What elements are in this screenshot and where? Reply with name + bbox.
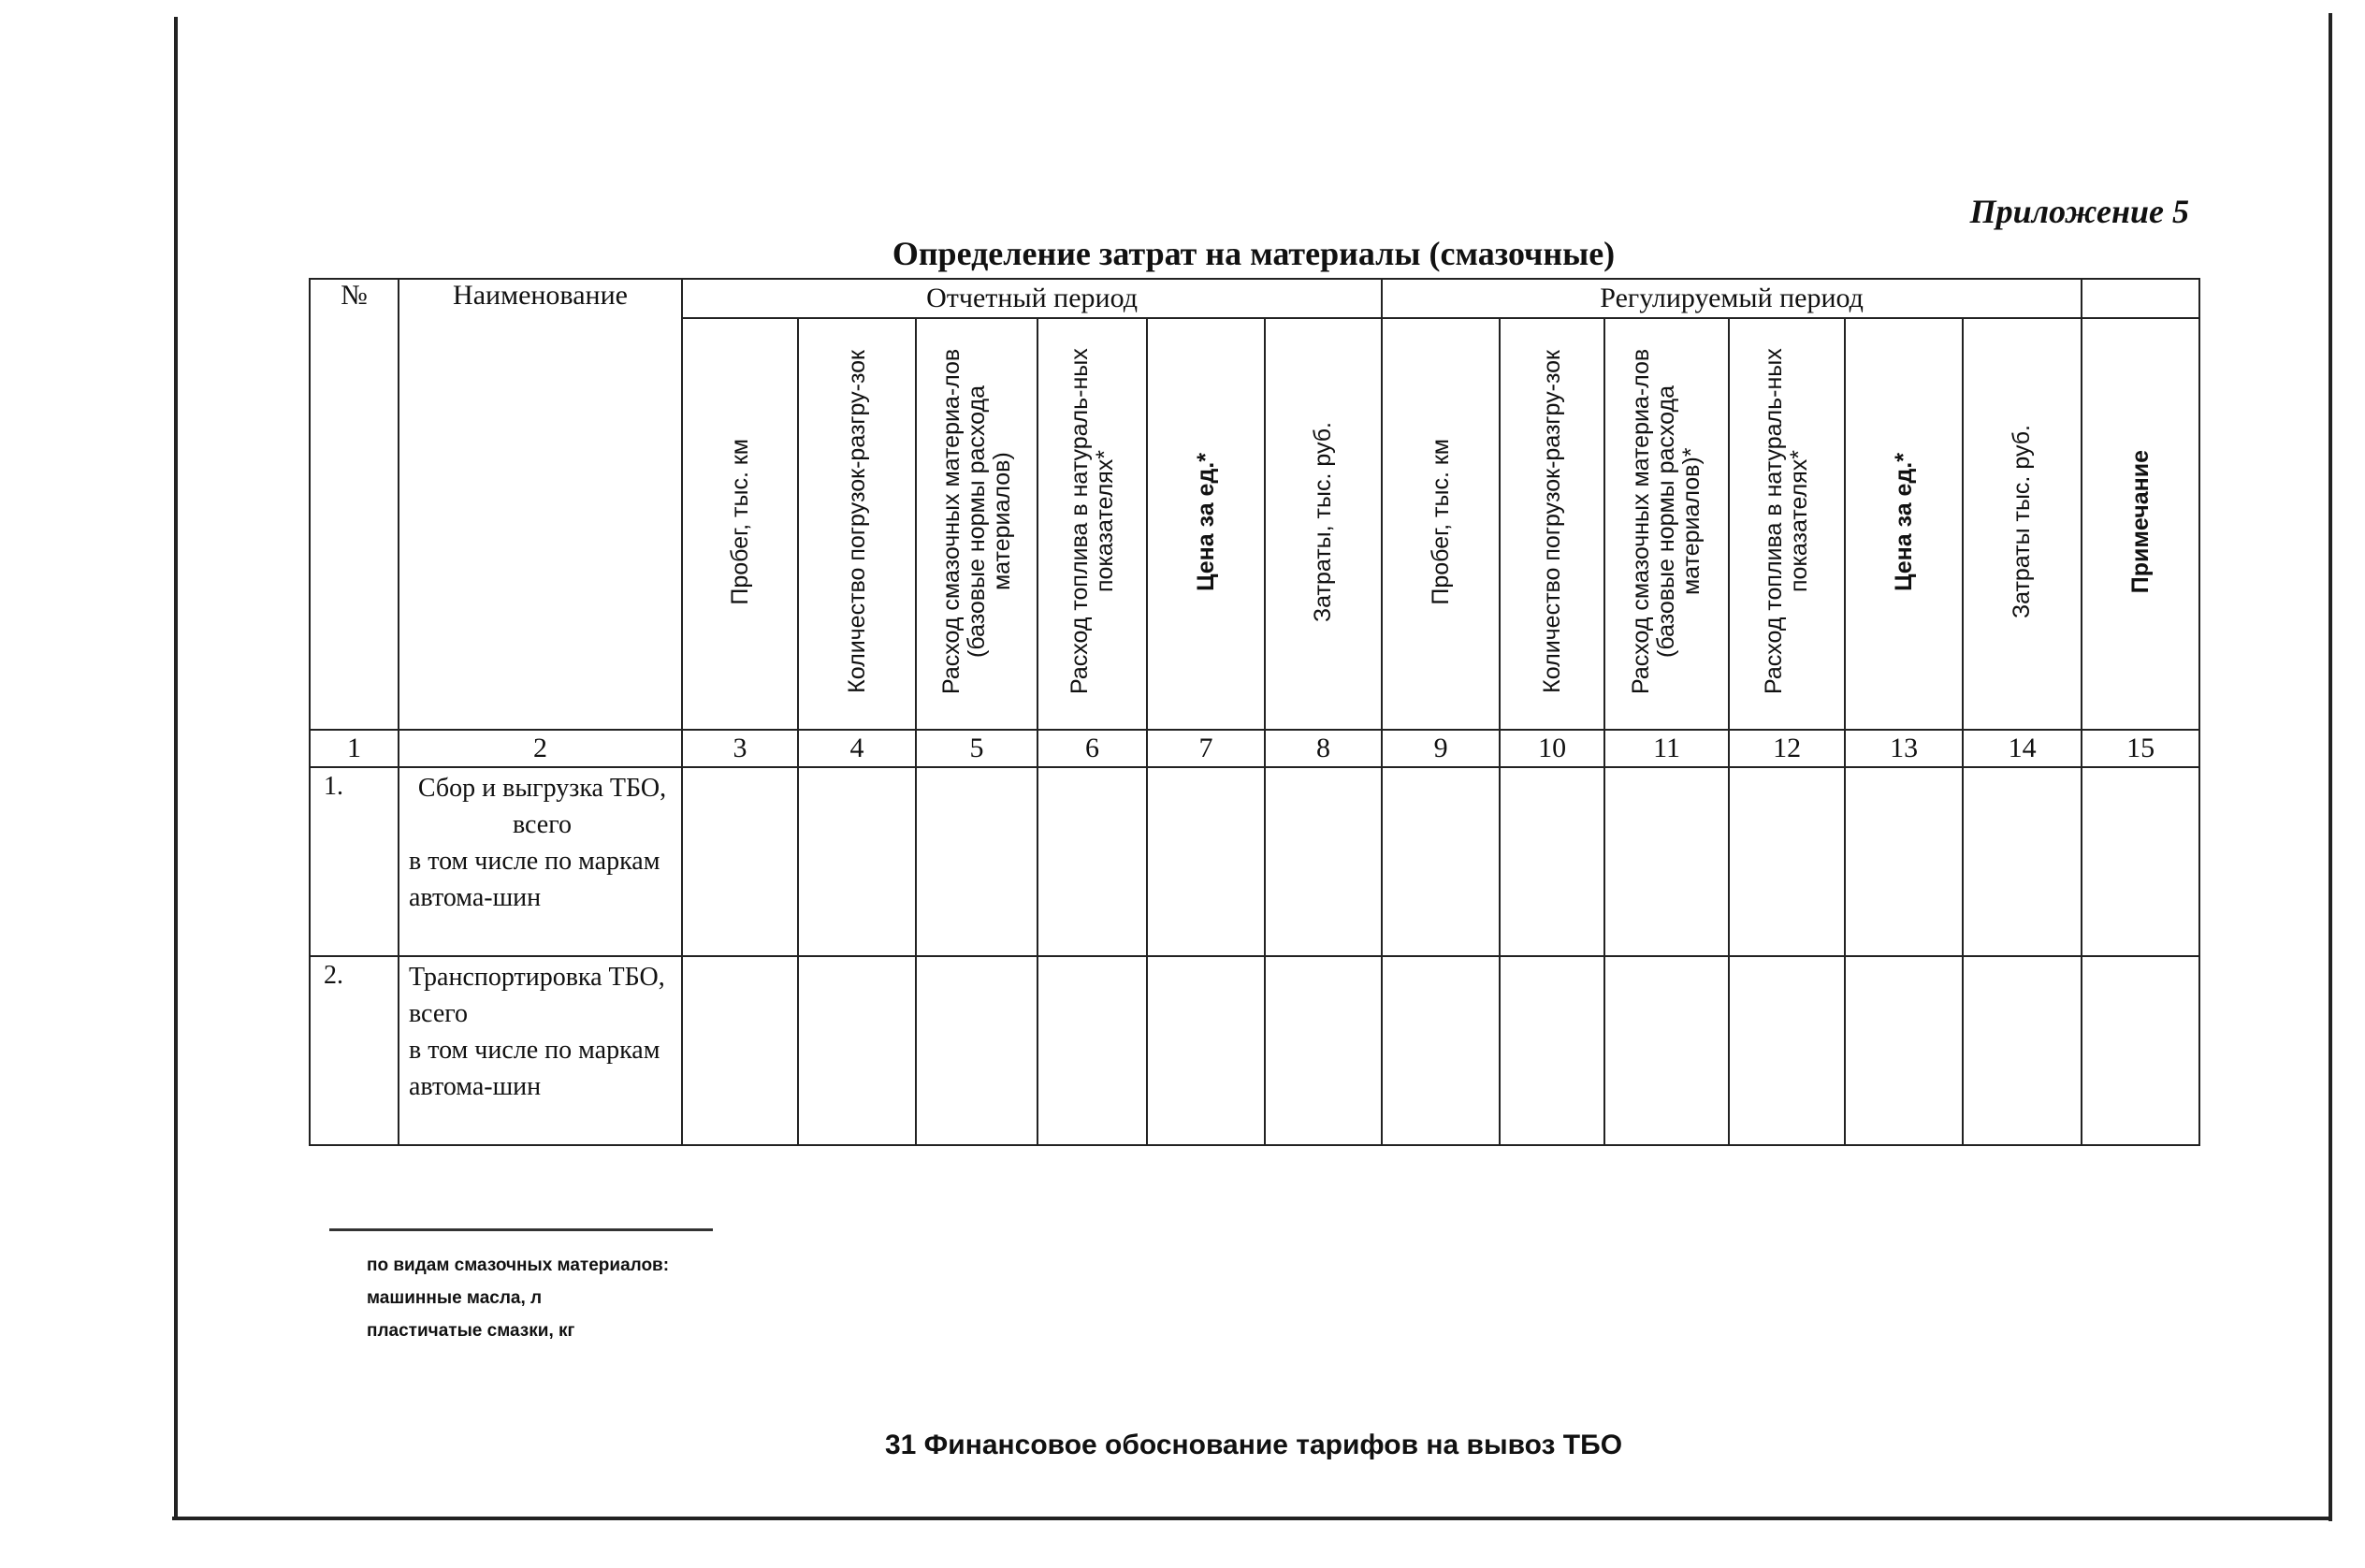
table-cell[interactable] [682, 956, 798, 1145]
page-border-left [174, 17, 178, 1518]
table-cell[interactable] [798, 956, 916, 1145]
table-cell[interactable] [1147, 767, 1265, 956]
header-note-spacer [2082, 279, 2199, 318]
table-cell[interactable] [1729, 956, 1845, 1145]
col-header-13: Цена за ед.* [1845, 318, 1963, 730]
table-cell[interactable] [1382, 767, 1500, 956]
col-header-14: Затраты тыс. руб. [1963, 318, 2082, 730]
col-header-7: Цена за ед.* [1147, 318, 1265, 730]
table-row [310, 767, 2199, 956]
row-number: 2. [310, 956, 399, 1145]
row-name [399, 767, 682, 956]
row-number: 1. [310, 767, 399, 956]
table-cell[interactable] [1265, 767, 1382, 956]
row-name-main: Сбор и выгрузка ТБО, всего [417, 774, 667, 839]
table-cell[interactable] [1963, 767, 2082, 956]
header-name: Наименование [399, 279, 682, 730]
table-cell[interactable] [1037, 767, 1147, 956]
header-row-groups [310, 279, 2199, 318]
table-cell[interactable] [1729, 767, 1845, 956]
col-number: 10 [1500, 730, 1604, 767]
table-cell[interactable] [682, 767, 798, 956]
col-number: 8 [1265, 730, 1382, 767]
materials-cost-table [309, 278, 2200, 1146]
col-header-6: Расход топлива в натураль-ных показателях* [1037, 318, 1147, 730]
table-cell[interactable] [1147, 956, 1265, 1145]
header-no: № [310, 279, 399, 730]
table-row [310, 956, 2199, 1145]
row-name-detail: в том числе по маркам автома-шин [409, 1036, 660, 1101]
table-cell[interactable] [1845, 767, 1963, 956]
col-header-9: Пробег, тыс. км [1382, 318, 1500, 730]
col-header-3: Пробег, тыс. км [682, 318, 798, 730]
col-number: 11 [1604, 730, 1729, 767]
col-number: 3 [682, 730, 798, 767]
table-cell[interactable] [1037, 956, 1147, 1145]
table-cell[interactable] [1604, 767, 1729, 956]
table-cell[interactable] [1963, 956, 2082, 1145]
row-name-main: Транспортировка ТБО, всего [409, 963, 665, 1028]
col-number: 6 [1037, 730, 1147, 767]
page-title: Определение затрат на материалы (смазочные) [892, 235, 1616, 272]
table-cell[interactable] [1604, 956, 1729, 1145]
footnote-line: пластичатые смазки, кг [367, 1321, 575, 1341]
col-number: 15 [2082, 730, 2199, 767]
table-cell[interactable] [2082, 956, 2199, 1145]
col-header-5: Расход смазочных материа-лов (базовые нормы расхода материалов) [916, 318, 1037, 730]
col-number: 4 [798, 730, 916, 767]
col-header-8: Затраты, тыс. руб. [1265, 318, 1382, 730]
footnote-line: машинные масла, л [367, 1288, 543, 1308]
table-cell[interactable] [1500, 767, 1604, 956]
col-number: 1 [310, 730, 399, 767]
col-number: 2 [399, 730, 682, 767]
row-name-detail: в том числе по маркам автома-шин [409, 847, 660, 912]
col-header-15: Примечание [2082, 318, 2199, 730]
table-cell[interactable] [2082, 767, 2199, 956]
footnote-line: по видам смазочных материалов: [367, 1256, 670, 1275]
col-number: 12 [1729, 730, 1845, 767]
table-cell[interactable] [798, 767, 916, 956]
column-number-row [310, 730, 2199, 767]
col-header-12: Расход топлива в натураль-ных показателях* [1729, 318, 1845, 730]
col-number: 7 [1147, 730, 1265, 767]
header-regulated-period: Регулируемый период [1382, 279, 2082, 318]
col-header-11: Расход смазочных материа-лов (базовые нормы расхода материалов)* [1604, 318, 1729, 730]
table-cell[interactable] [1845, 956, 1963, 1145]
col-number: 5 [916, 730, 1037, 767]
col-header-4: Количество погрузок-разгру-зок [798, 318, 916, 730]
appendix-label: Приложение 5 [1969, 193, 2189, 230]
col-number: 14 [1963, 730, 2082, 767]
footnote-separator [329, 1228, 713, 1231]
table-cell[interactable] [1500, 956, 1604, 1145]
header-reporting-period: Отчетный период [682, 279, 1382, 318]
table-cell[interactable] [1265, 956, 1382, 1145]
page-border-bottom [172, 1517, 2332, 1520]
table-cell[interactable] [1382, 956, 1500, 1145]
col-number: 9 [1382, 730, 1500, 767]
col-number: 13 [1845, 730, 1963, 767]
col-header-10: Количество погрузок-разгру-зок [1500, 318, 1604, 730]
page-footer: 31 Финансовое обоснование тарифов на вывоз ТБО [884, 1430, 1623, 1460]
table-cell[interactable] [916, 956, 1037, 1145]
table-cell[interactable] [916, 767, 1037, 956]
page-border-right [2329, 13, 2332, 1521]
row-name [399, 956, 682, 1145]
